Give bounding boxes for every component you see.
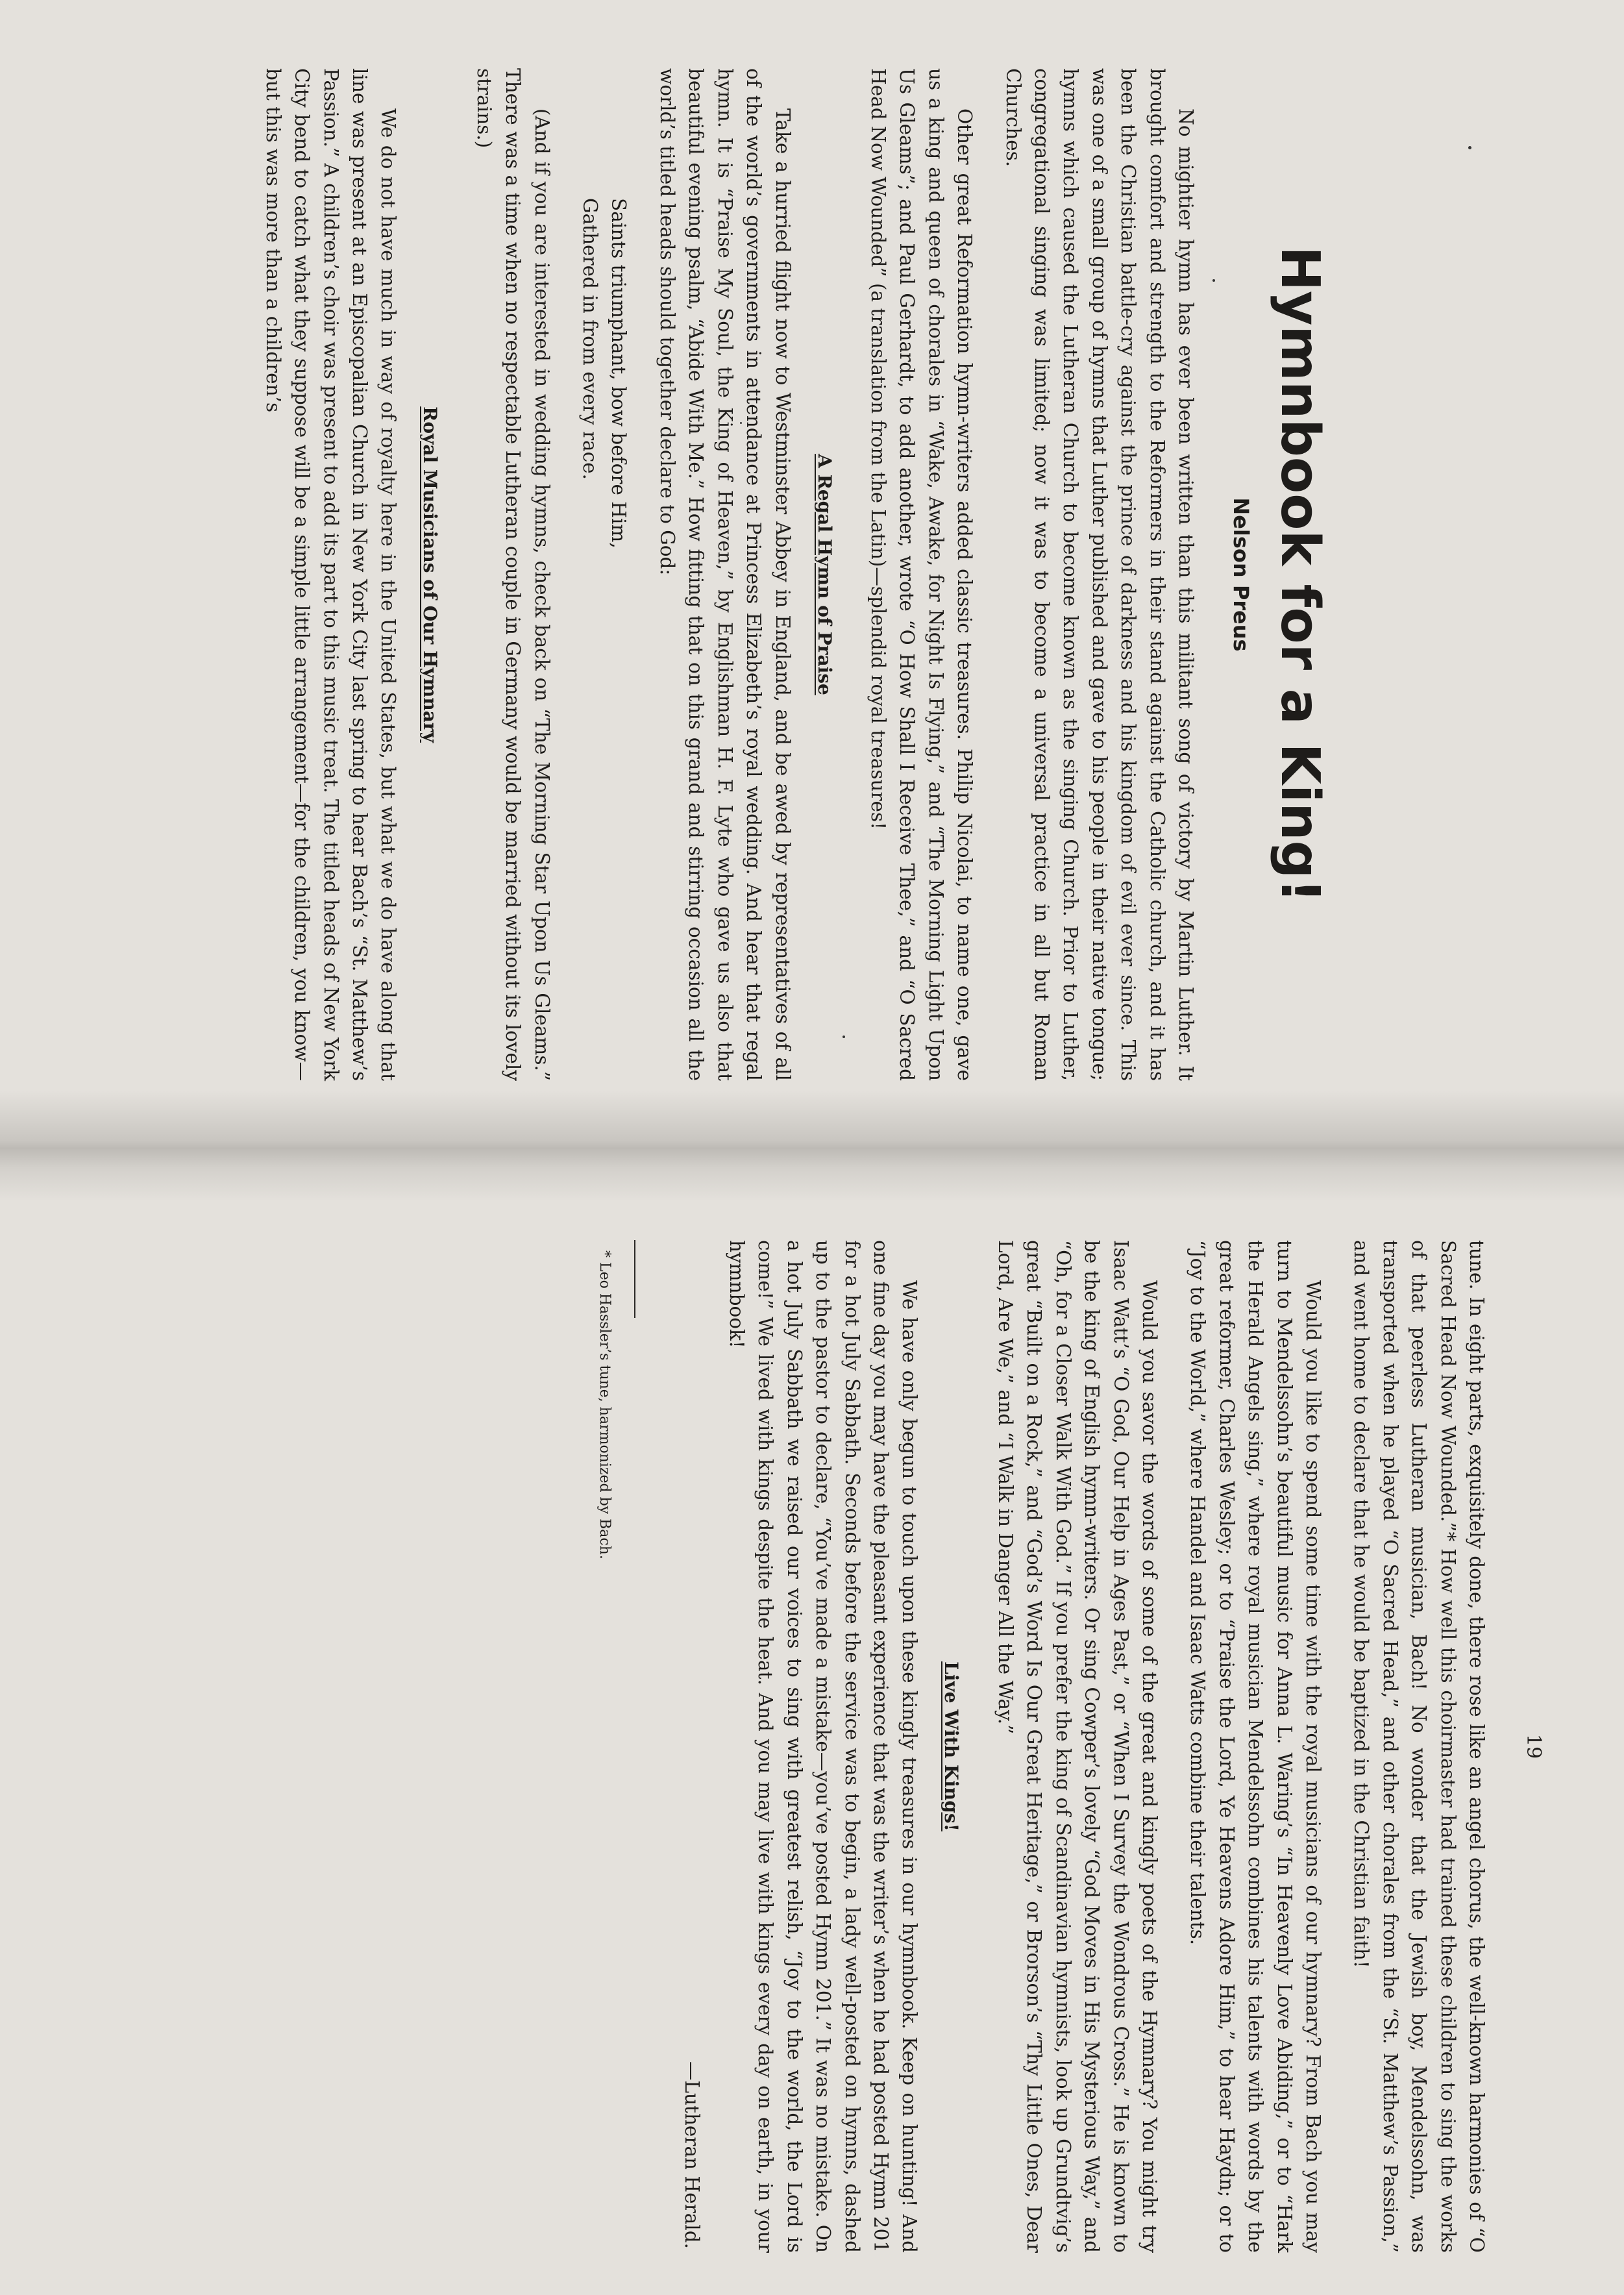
- section-heading: A Regal Hymn of Praise: [813, 454, 835, 695]
- parenthetical-note: [469, 68, 556, 1081]
- paragraph: We do not have much in way of royalty here in the United States, but what we do have along that line was present at an Episcopalian Church in New York City last spring to hear Bach’s “St. Matthew’s Passion.” A children’s choir was present to add its part to this music treat. The titled heads of New York City bend to catch what they suppose will be a simple little arrangement—for the children, you know—but this was more than a children’s: [262, 68, 400, 1081]
- article-body-3: [258, 68, 402, 1081]
- page-left-article-start: [97, 68, 1331, 1081]
- article-byline: Nelson Preus: [1229, 497, 1253, 652]
- article-body-2: [653, 68, 797, 1081]
- paragraph: Would you like to spend some time with the royal musicians of our hymnary? From Bach you may turn to Mendelssohn’s beautiful music for Anna L. Waring’s “In Heavenly Love Abiding,” or to “Hark the Herald Angels sing,” where royal musician Mendelssohn combines his talents with words by the great reformer, Charles Wesley; or to “Praise the Lord, Ye Heavens Adore Him,” to hear Haydn; or to “Joy to the World,” where Handel and Isaac Watts combine their talents.: [1187, 1240, 1324, 2253]
- paragraph: Would you savor the words of some of the great and kingly poets of the Hymnary? You might try Isaac Watt’s “O God, Our Help in Ages Past,” or “When I Survey the Wondrous Cross.” He is known to be the king of English hymn-writers. Or sing Cowper’s lovely “God Moves in His Mysterious Way,” and “Oh, for a Closer Walk With God.” If you prefer the king of Scandinavian hymnists, look up Grundtvig’s great “Built on a Rock,” and “God’s Word Is Our Great Heritage,” or Brorson’s “Thy Little Ones, Dear Lord, Are We,” and “I Walk in Danger All the Way.”: [994, 1240, 1161, 2253]
- section-heading: Live With Kings!: [941, 1661, 963, 1831]
- attribution: —Lutheran Herald.: [680, 2061, 703, 2249]
- article-body-4: [991, 1240, 1492, 2253]
- paragraph: No mightier hymn has ever been written than this militant song of victory by Martin Luther. It brought comfort and strength to the Reformers in their stand against the Catholic church, and it has been the Christian battle-cry against the prince of darkness and his kingdom of evil ever since. This was one of a small group of hymns that Luther published and gave to his people in their native tongue; hymns which caused the Lutheran Church to become known as the singing Church. Prior to Luther, congregational singing was limited; now it was to become a universal practice in all but Roman Churches.: [1002, 68, 1197, 1081]
- paragraph: Take a hurried flight now to Westminster Abbey in England, and be awed by representatives of all of the world’s governments in attendance at Princess Elizabeth’s royal wedding. And hear that regal hymn. It is “Praise My Soul, the King of Heaven,” by Englishman H. F. Lyte who gave us also that beautiful evening psalm, “Abide With Me.” How fitting that on this grand and stirring occasion all the world’s titled heads should together declare to God:: [656, 68, 794, 1081]
- footnote: * Leo Hassler’s tune, harmonized by Bach.: [596, 1250, 613, 1559]
- page-fold: [0, 1091, 1624, 1201]
- page-number: 19: [1522, 1733, 1545, 1759]
- article-body-1: [864, 68, 1200, 1081]
- speck: [1468, 146, 1471, 149]
- article-body-5: [722, 1240, 924, 2253]
- article-title: Hymnbook for a King!: [1269, 246, 1331, 903]
- hymn-verse: [576, 198, 634, 1081]
- verse-line: Saints triumphant, bow before Him,: [608, 198, 630, 549]
- section-heading: Royal Musicians of Our Hymnary: [419, 406, 441, 743]
- verse-line: Gathered in from every race.: [579, 198, 602, 480]
- paragraph: (And if you are interested in wedding hymns, check back on “The Morning Star Upon Us Gleams.” There was a time when no respectable Lutheran couple in Germany would be married without its lovely strains.): [473, 68, 553, 1081]
- footnote-rule: [634, 1240, 635, 1318]
- paragraph: We have only begun to touch upon these kingly treasures in our hymnbook. Keep on hunting! And one fine day you may have the pleasant experience that was the writer’s when he had posted Hymn 201 for a hot July Sabbath. Seconds before the service was to begin, a lady well-posted on hymns, dashed up to the pastor to declare, “You’ve made a mistake—you’ve posted Hymn 201.” It was no mistake. On a hot July Sabbath we raised our voices to sing with greatest relish, “Joy to the world, the Lord is come!” We lived with kings despite the heat. And you may live with kings every day on earth, in your hymnbook!: [726, 1240, 921, 2253]
- paragraph: Other great Reformation hymn-writers added classic treasures. Philip Nicolai, to name one, gave us a king and queen of chorales in “Wake, Awake, for Night Is Flying,” and “The Morning Light Upon Us Gleams”; and Paul Gerhardt, to add another, wrote “O How Shall I Receive Thee,” and “O Sacred Head Now Wounded” (a translation from the Latin)—splendid royal treasures!: [867, 68, 976, 1081]
- paragraph: tune. In eight parts, exquisitely done, there rose like an angel chorus, the well-known harmonies of “O Sacred Head Now Wounded.”* How well this choirmaster had trained these children to sing the works of that peerless Lutheran musician, Bach! No wonder that the Jewish boy, Mendelssohn, was transported when he played “O Sacred Head,” and other chorales from the “St. Matthew’s Passion,” and went home to declare that he would be baptized in the Christian faith!: [1350, 1240, 1488, 2253]
- page-right-article-continued: [117, 1240, 1545, 2253]
